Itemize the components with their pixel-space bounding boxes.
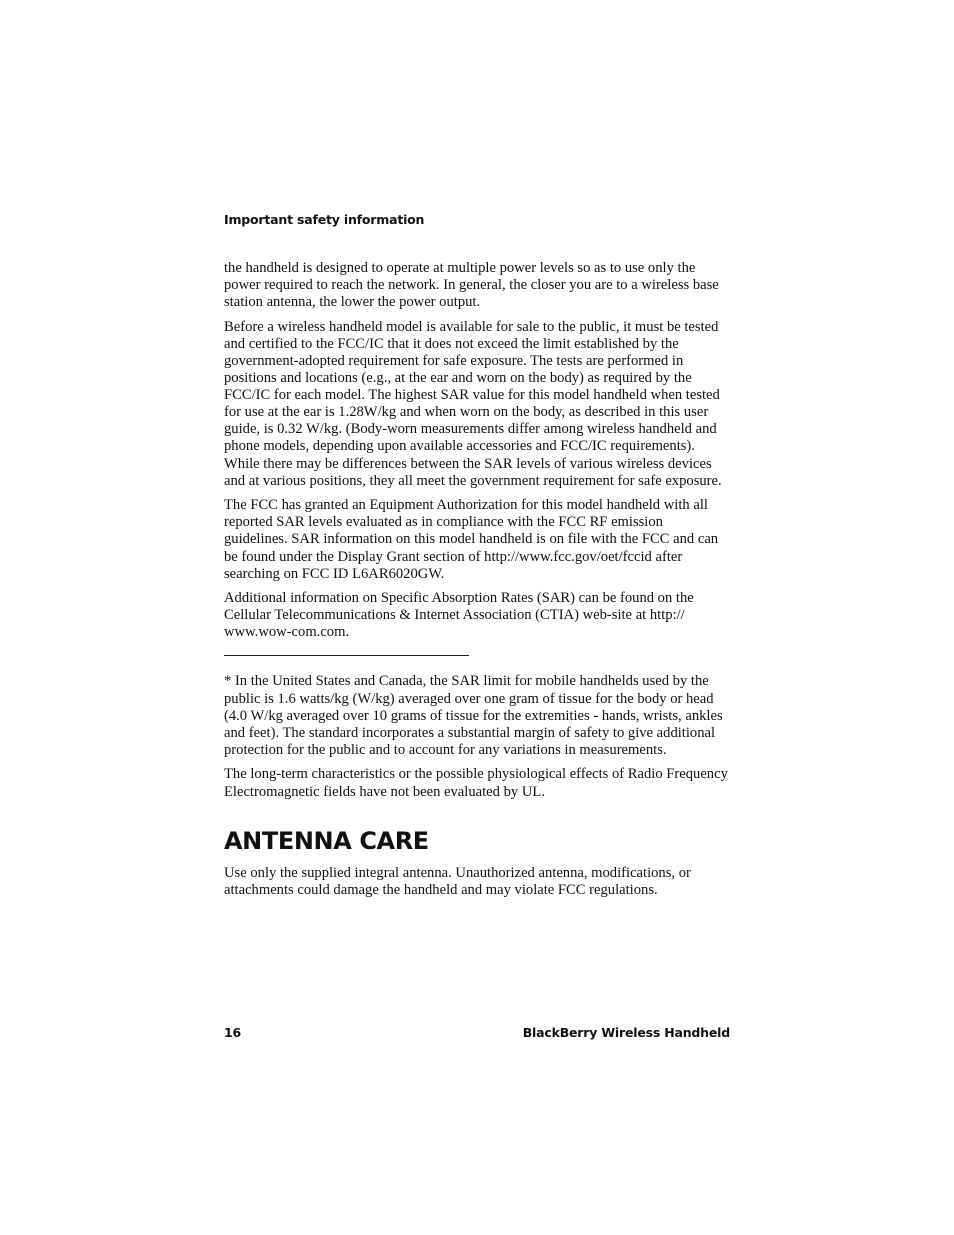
paragraph-power-levels: the handheld is designed to operate at multiple power levels so as to use only the power required to reach the network. In general, the closer you are to a wireless base station antenna, the lower the power output. (224, 260, 719, 311)
paragraph-fcc-authorization: The FCC has granted an Equipment Authorization for this model handheld with all reported SAR levels evaluated as in compliance with the FCC RF emission guidelines. SAR information on this model handheld is on file with the FCC and can be found under the Display Grant section of http://www.fcc.gov/oet/fccid after searching on FCC ID L6AR6020GW. (224, 497, 719, 582)
paragraph-ctia-info: Additional information on Specific Absorption Rates (SAR) can be found on the Cellular Telecommunications & Internet Association (CTIA) web-site at http:// www.wow-com.com. (224, 590, 694, 641)
document-page (224, 0, 730, 1235)
body-text (224, 260, 730, 906)
running-header: Important safety information (224, 212, 425, 227)
paragraph-antenna-care: Use only the supplied integral antenna. Unauthorized antenna, modifications, or attachments could damage the handheld and may violate FCC regulations. (224, 864, 691, 898)
paragraph-certification: Before a wireless handheld model is available for sale to the public, it must be tested and certified to the FCC/IC that it does not exceed the limit established by the government-adopted requirement for safe exposure. The tests are performed in positions and locations (e.g., at the ear and worn on the body) as required by the FCC/IC for each model. The highest SAR value for this model handheld when tested for use at the ear is 1.28W/kg and when worn on the body, as described in this user guide, is 0.32 W/kg. (Body-worn measurements differ among wireless handheld and phone models, depending upon available accessories and FCC/IC requirements). While there may be differences between the SAR levels of various wireless devices and at various positions, they all meet the government requirement for safe exposure. (224, 318, 722, 489)
page-number: 16 (224, 1025, 241, 1040)
section-heading-antenna-care: ANTENNA CARE (224, 826, 429, 855)
footnote-sar-limit: * In the United States and Canada, the SAR limit for mobile handhelds used by the public is 1.6 watts/kg (W/kg) averaged over one gram of tissue for the body or head (4.0 W/kg averaged over 10 grams of tissue for the extremities - hands, wrists, ankles and feet). The standard incorporates a substantial margin of safety to give additional protection for the public and to account for any variations in measurements. (224, 673, 723, 758)
paragraph-ul-note: The long-term characteristics or the possible physiological effects of Radio Frequency Electromagnetic fields have not been evaluated by UL. (224, 766, 728, 800)
book-title: BlackBerry Wireless Handheld (522, 1025, 730, 1040)
footnote-divider (224, 655, 469, 656)
